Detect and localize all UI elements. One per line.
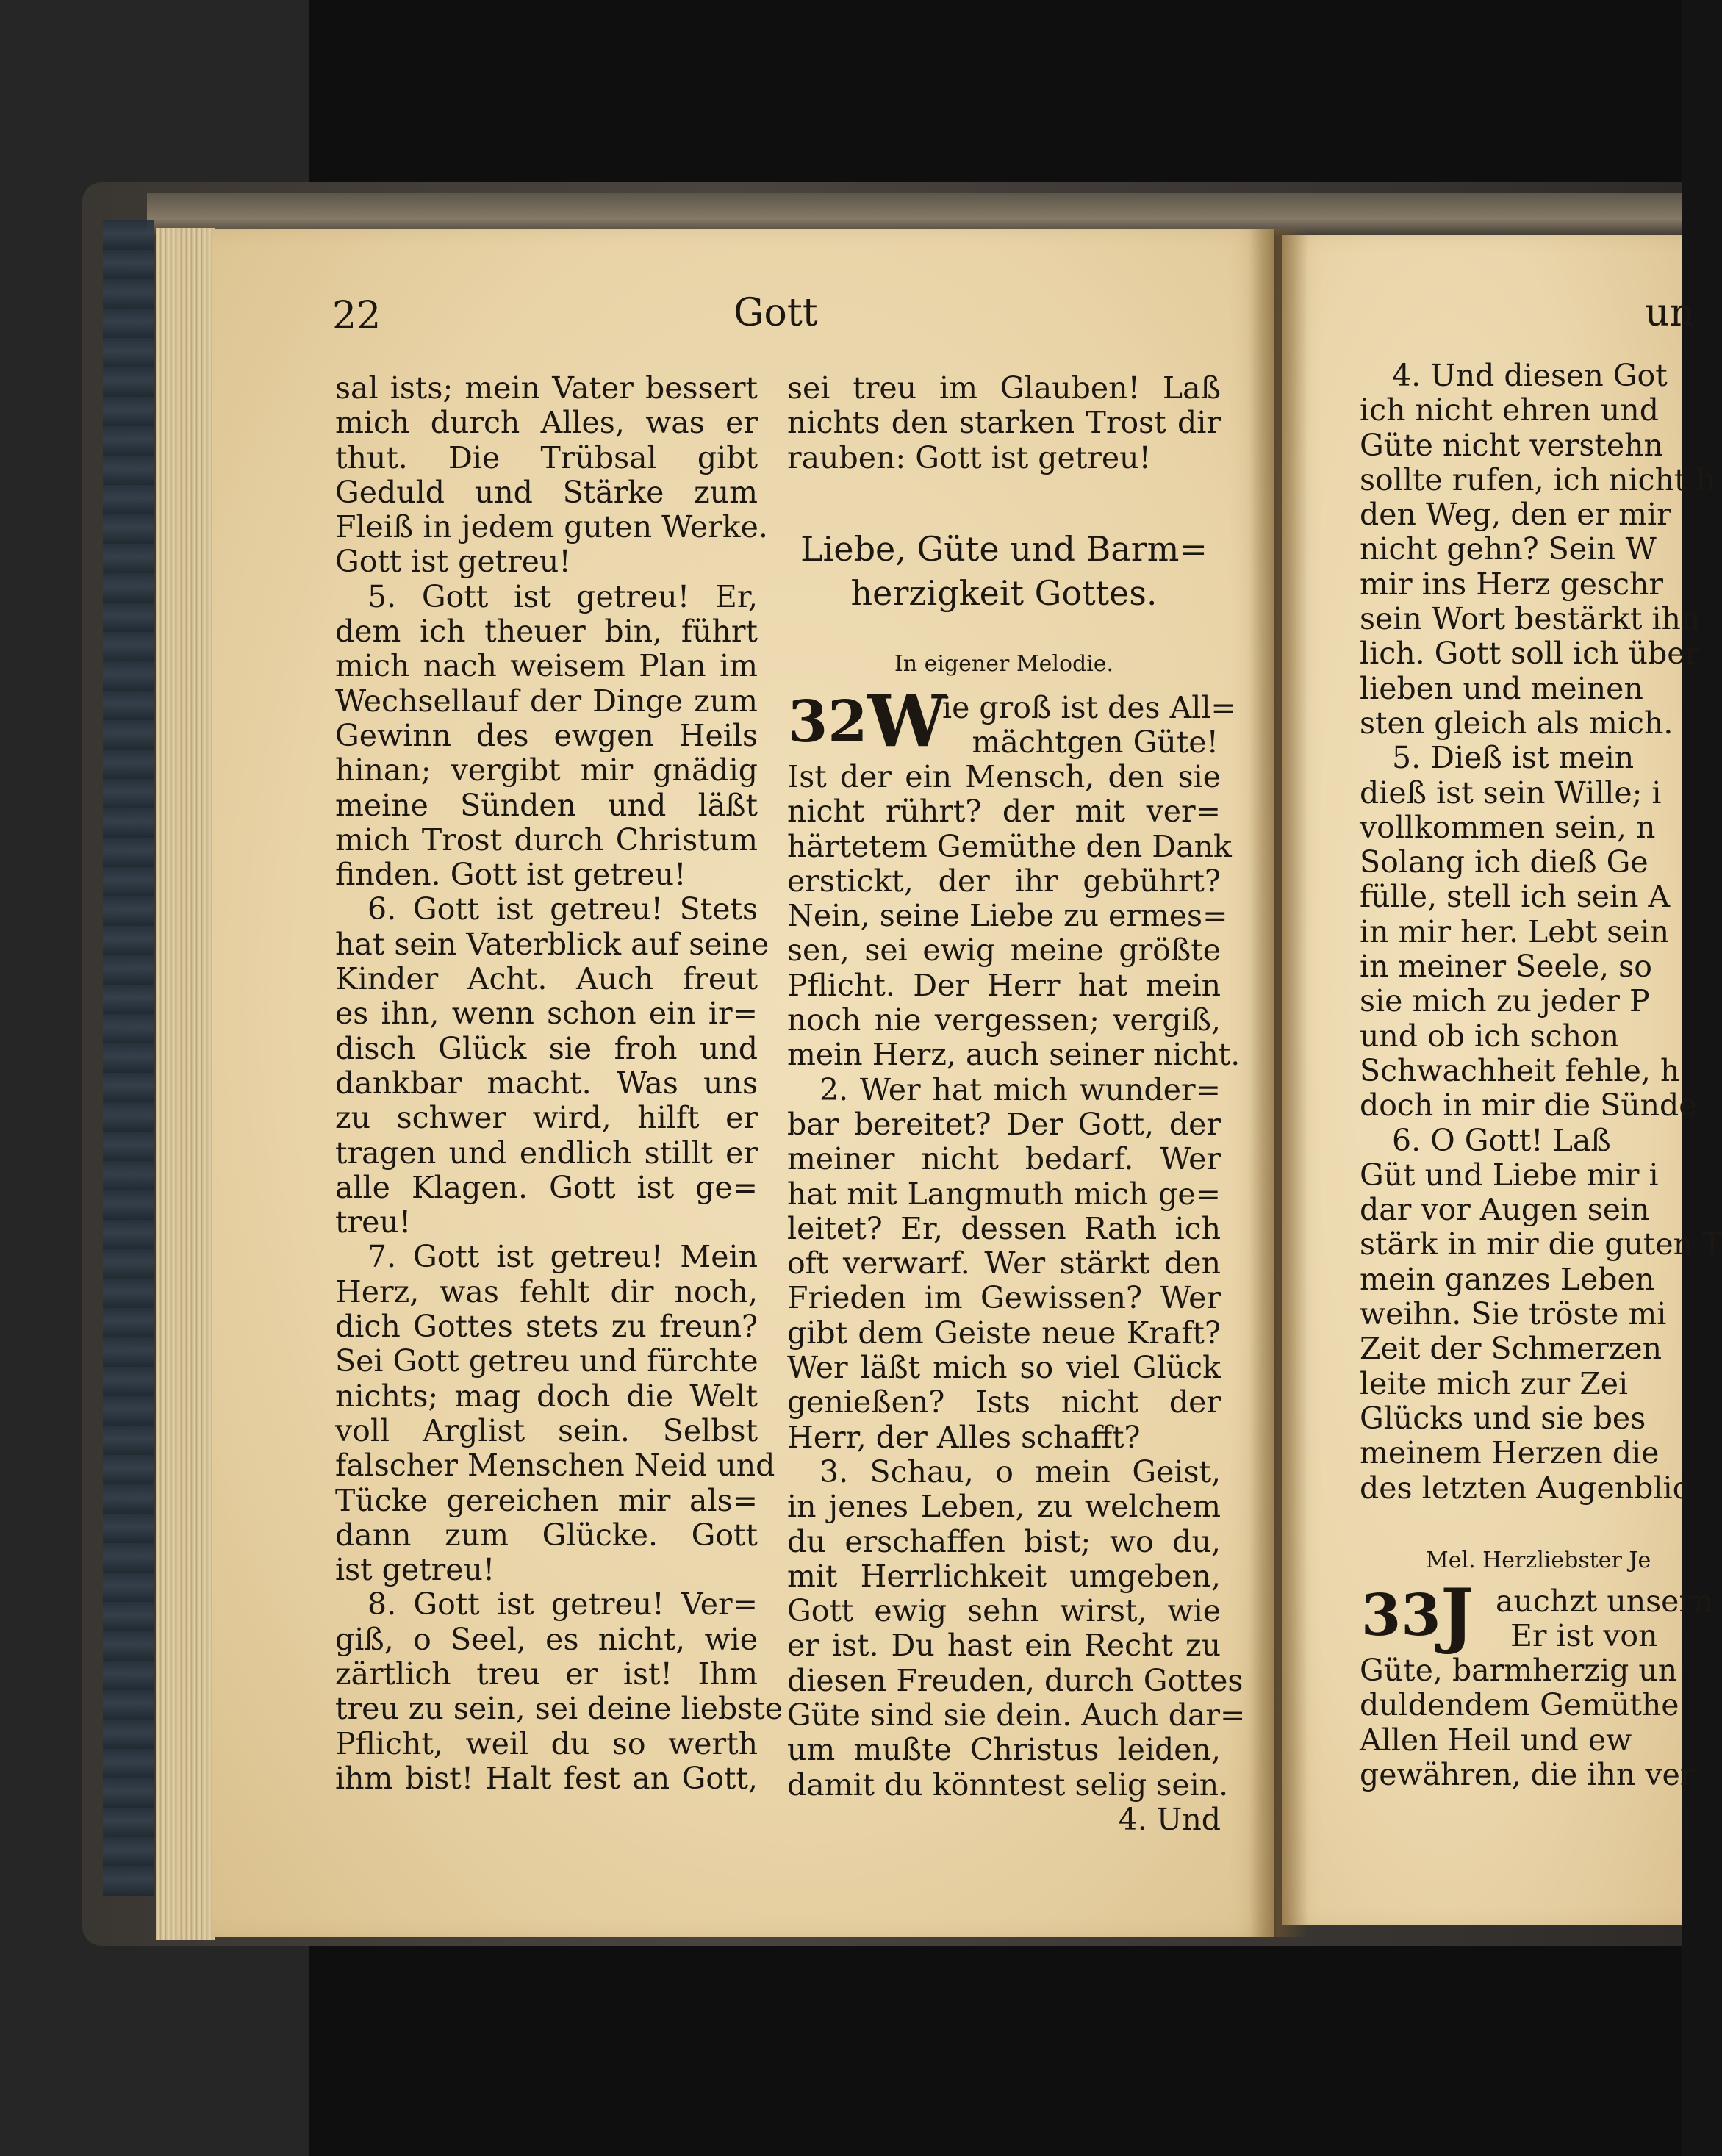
text-line: und ob ich schon <box>1360 1018 1620 1054</box>
text-line: 2. Wer hat mich wunder= <box>819 1071 1221 1107</box>
text-line: ich nicht ehren und <box>1360 392 1659 428</box>
text-line: ist getreu! <box>335 1552 495 1588</box>
text-line: mein Herz, auch seiner nicht. <box>787 1037 1241 1073</box>
text-line: dich Gottes stets zu freun? <box>335 1309 758 1345</box>
running-head: Gott <box>733 291 818 335</box>
text-line: alle Klagen. Gott ist ge= <box>335 1169 758 1205</box>
text-line: oft verwarf. Wer stärkt den <box>787 1246 1221 1282</box>
hymn-32-line-2: mächtgen Güte! <box>972 725 1219 760</box>
text-line: des letzten Augenblic <box>1360 1470 1690 1506</box>
text-line: stärk in mir die guten T <box>1360 1226 1722 1262</box>
hymn-33-line-1: auchzt unsern <box>1496 1584 1713 1619</box>
text-line: Glücks und sie bes <box>1360 1400 1646 1436</box>
text-line: er ist. Du hast ein Recht zu <box>787 1628 1221 1664</box>
text-line: mit Herrlichkeit umgeben, <box>787 1558 1221 1594</box>
text-line: sein Wort bestärkt ihn <box>1360 601 1701 637</box>
text-line: 8. Gott ist getreu! Ver= <box>367 1587 758 1623</box>
text-column-right-after <box>1360 1653 1698 1792</box>
text-line: 4. Und diesen Got <box>1392 358 1668 393</box>
text-line: 7. Gott ist getreu! Mein <box>367 1239 758 1275</box>
text-line: dankbar macht. Was uns <box>335 1065 758 1101</box>
text-line: Fleiß in jedem guten Werke. <box>335 509 768 545</box>
text-column-2-body <box>787 759 1246 1837</box>
melody-note: In eigener Melodie. <box>894 651 1114 677</box>
text-line: Gewinn des ewgen Heils <box>335 717 758 753</box>
text-line: Geduld und Stärke zum <box>335 474 758 510</box>
text-line: 5. Gott ist getreu! Er, <box>367 578 758 614</box>
text-line: hinan; vergibt mir gnädig <box>335 752 758 788</box>
text-line: Nein, seine Liebe zu ermes= <box>787 898 1228 934</box>
text-line: treu zu sein, sei deine liebste <box>335 1691 783 1727</box>
text-line: fülle, stell ich sein A <box>1360 879 1671 915</box>
text-line: tragen und endlich stillt er <box>335 1135 758 1171</box>
right-melody-note: Mel. Herzliebster Je <box>1426 1548 1651 1573</box>
text-line: gibt dem Geiste neue Kraft? <box>787 1315 1221 1351</box>
text-line: nicht gehn? Sein W <box>1360 531 1657 567</box>
text-line: weihn. Sie tröste mi <box>1360 1296 1667 1332</box>
text-line: duldendem Gemüthe <box>1360 1687 1679 1723</box>
text-line: diesen Freuden, durch Gottes <box>787 1662 1244 1698</box>
text-line: meine Sünden und läßt <box>335 787 758 823</box>
text-line: 5. Dieß ist mein <box>1392 740 1635 776</box>
text-line: Schwachheit fehle, h <box>1360 1052 1680 1088</box>
text-line: genießen? Ists nicht der <box>787 1384 1221 1420</box>
text-line: Pflicht. Der Herr hat mein <box>787 967 1221 1003</box>
text-column-right <box>1360 358 1722 1506</box>
text-line: den Weg, den er mir <box>1360 497 1671 533</box>
hymn-33-line-2: Er ist von <box>1510 1618 1658 1653</box>
page-edges <box>156 228 215 1940</box>
text-line: 6. Gott ist getreu! Stets <box>367 891 758 927</box>
text-line: Tücke gereichen mir als= <box>335 1482 758 1518</box>
text-line: 4. Und <box>1118 1801 1221 1837</box>
hymn-number-32: 32 <box>788 689 868 755</box>
text-line: Gott ewig sehn wirst, wie <box>787 1593 1221 1629</box>
text-line: mich nach weisem Plan im <box>335 648 758 684</box>
text-line: Wechsellauf der Dinge zum <box>335 683 758 719</box>
text-line: Herz, was fehlt dir noch, <box>335 1273 758 1309</box>
text-column-1 <box>335 370 783 1796</box>
text-line: mein ganzes Leben <box>1360 1261 1655 1297</box>
text-line: erstickt, der ihr gebührt? <box>787 863 1221 899</box>
text-line: bar bereitet? Der Gott, der <box>787 1106 1221 1142</box>
text-line: um mußte Christus leiden, <box>787 1732 1221 1768</box>
text-line: Pflicht, weil du so werth <box>335 1725 758 1761</box>
hymn-number-33: 33 <box>1361 1582 1441 1649</box>
right-running-head: un <box>1645 291 1694 335</box>
text-line: doch in mir die Sünde <box>1360 1088 1697 1124</box>
text-line: ihm bist! Halt fest an Gott, <box>335 1760 758 1796</box>
text-line: in mir her. Lebt sein <box>1360 913 1670 949</box>
text-line: in jenes Leben, zu welchem <box>787 1489 1221 1525</box>
text-line: sen, sei ewig meine größte <box>787 933 1221 969</box>
drop-cap-j: J <box>1441 1573 1474 1656</box>
text-line: nicht rührt? der mit ver= <box>787 794 1221 830</box>
text-line: 6. O Gott! Laß <box>1392 1122 1611 1158</box>
text-line: sten gleich als mich. <box>1360 705 1673 741</box>
text-line: hat sein Vaterblick auf seine <box>335 926 769 962</box>
text-line: Frieden im Gewissen? Wer <box>787 1280 1221 1316</box>
text-line: Güt und Liebe mir i <box>1360 1157 1659 1193</box>
text-line: härtetem Gemüthe den Dank <box>787 828 1232 864</box>
text-line: meinem Herzen die <box>1360 1435 1660 1471</box>
text-line: nichts; mag doch die Welt <box>335 1378 758 1414</box>
text-line: sie mich zu jeder P <box>1360 983 1650 1019</box>
book-spine <box>103 220 154 1896</box>
hymn-32-line-1: ie groß ist des All= <box>942 690 1236 725</box>
page-number: 22 <box>332 294 381 338</box>
text-line: disch Glück sie froh und <box>335 1030 758 1066</box>
text-line: rauben: Gott ist getreu! <box>787 439 1152 475</box>
text-line: treu! <box>335 1204 412 1240</box>
text-line: thut. Die Trübsal gibt <box>335 439 758 475</box>
text-line: dieß ist sein Wille; i <box>1360 775 1662 811</box>
text-line: leite mich zur Zei <box>1360 1365 1629 1401</box>
section-title-line-1: Liebe, Güte und Barm= <box>800 529 1208 569</box>
text-line: meiner nicht bedarf. Wer <box>787 1141 1221 1177</box>
text-line: mir ins Herz geschr <box>1360 566 1663 602</box>
drop-cap-w: W <box>867 680 947 763</box>
text-line: mich durch Alles, was er <box>335 405 758 441</box>
text-line: dann zum Glücke. Gott <box>335 1517 758 1553</box>
text-line: 3. Schau, o mein Geist, <box>819 1453 1221 1490</box>
text-line: hat mit Langmuth mich ge= <box>787 1176 1221 1212</box>
section-title-line-2: herzigkeit Gottes. <box>850 573 1158 613</box>
text-line: sollte rufen, ich nicht h <box>1360 461 1715 497</box>
text-line: es ihn, wenn schon ein ir= <box>335 996 758 1032</box>
text-column-2-top <box>787 371 1221 475</box>
text-line: Güte sind sie dein. Auch dar= <box>787 1697 1246 1733</box>
text-line: Sei Gott getreu und fürchte <box>335 1343 758 1379</box>
text-line: zu schwer wird, hilft er <box>335 1100 758 1136</box>
text-line: sei treu im Glauben! Laß <box>787 370 1221 406</box>
text-line: lich. Gott soll ich über <box>1360 636 1700 672</box>
text-line: dem ich theuer bin, führt <box>335 614 758 650</box>
text-line: Ist der ein Mensch, den sie <box>787 759 1221 794</box>
text-line: Kinder Acht. Auch freut <box>335 961 758 997</box>
text-line: Solang ich dieß Ge <box>1360 844 1649 880</box>
text-line: vollkommen sein, n <box>1360 809 1656 845</box>
text-line: Allen Heil und ew <box>1360 1722 1632 1758</box>
text-line: lieben und meinen <box>1360 670 1643 706</box>
text-line: leitet? Er, dessen Rath ich <box>787 1210 1221 1246</box>
text-line: zärtlich treu er ist! Ihm <box>335 1656 758 1692</box>
text-line: Gott ist getreu! <box>335 544 571 580</box>
text-line: du erschaffen bist; wo du, <box>787 1523 1221 1559</box>
text-line: mich Trost durch Christum <box>335 822 758 858</box>
text-line: Güte, barmherzig un <box>1360 1653 1678 1688</box>
text-line: giß, o Seel, es nicht, wie <box>335 1621 758 1657</box>
text-line: dar vor Augen sein <box>1360 1192 1650 1228</box>
text-line: gewähren, die ihn ver <box>1360 1756 1695 1792</box>
text-line: Herr, der Alles schafft? <box>787 1419 1141 1455</box>
text-line: damit du könntest selig sein. <box>787 1767 1229 1803</box>
text-line: Wer läßt mich so viel Glück <box>787 1350 1221 1386</box>
text-line: in meiner Seele, so <box>1360 949 1652 985</box>
section-title <box>787 527 1221 615</box>
text-line: nichts den starken Trost dir <box>787 405 1221 441</box>
text-line: noch nie vergessen; vergiß, <box>787 1002 1221 1038</box>
text-line: Zeit der Schmerzen <box>1360 1331 1662 1367</box>
text-line: sal ists; mein Vater bessert <box>335 370 758 406</box>
text-line: finden. Gott ist getreu! <box>335 857 686 893</box>
text-line: falscher Menschen Neid und <box>335 1448 775 1484</box>
text-line: Güte nicht verstehn <box>1360 427 1663 463</box>
text-line: voll Arglist sein. Selbst <box>335 1412 758 1448</box>
book-gutter <box>1249 229 1308 1937</box>
